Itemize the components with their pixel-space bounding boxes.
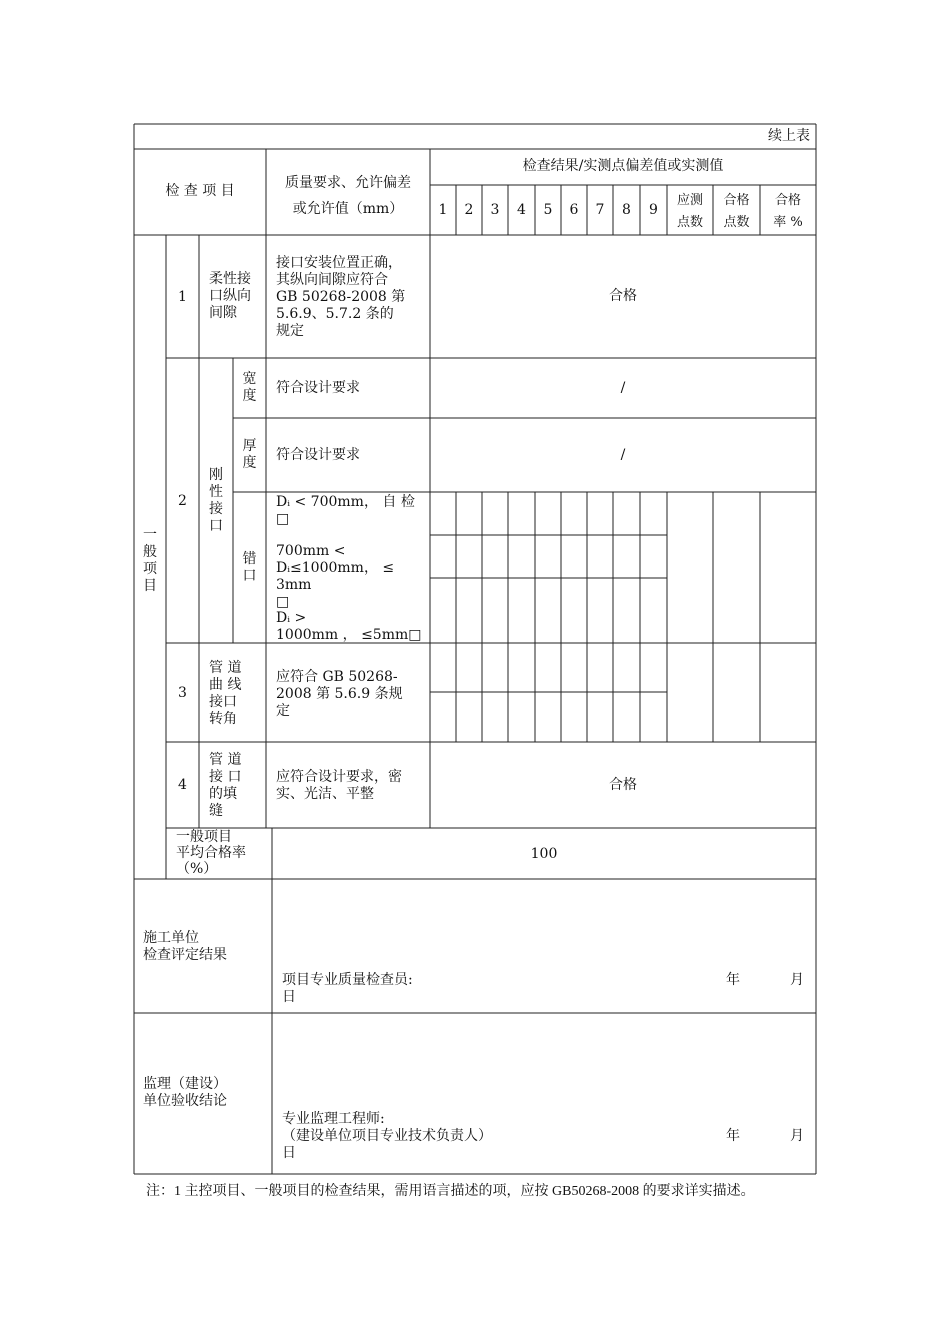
row-2-item-name: 刚 性 接 口 [209, 467, 223, 534]
row-4-number: 4 [178, 777, 187, 793]
point-col-3: 3 [490, 202, 500, 218]
row-2-sub-width-result: / [620, 380, 626, 396]
point-col-4: 4 [517, 202, 526, 218]
average-rate-value: 100 [530, 846, 558, 862]
supervision-unit-label: 监理（建设） 单位验收结论 [143, 1076, 227, 1109]
construction-inspector-label: 项目专业质量检查员: [282, 972, 413, 988]
point-col-7: 7 [595, 202, 605, 218]
continued-label: 续上表 [768, 128, 810, 144]
point-col-1: 1 [438, 202, 448, 218]
supervision-month-label: 月 [790, 1128, 804, 1144]
average-rate-label: 一般项目 平均合格率 （%） [176, 829, 246, 877]
supervision-engineer-label: 专业监理工程师: （建设单位项目专业技术负责人） [282, 1111, 492, 1144]
row-2-sub-width-requirement: 符合设计要求 [276, 380, 360, 396]
row-4-result: 合格 [609, 777, 637, 793]
header-qualified-rate: 合格 率 % [773, 193, 803, 230]
header-quality-requirement: 质量要求、允许偏差 或允许值（mm） [285, 175, 411, 217]
row-4-item-name: 管 道 接 口 的填 缝 [209, 752, 242, 819]
group-label-general-items: 一 般 项 目 [143, 527, 157, 594]
row-1-result: 合格 [609, 288, 637, 304]
row-2-sub-offset-name: 错 口 [242, 551, 257, 584]
row-1-number: 1 [178, 289, 187, 305]
point-col-5: 5 [543, 202, 553, 218]
row-2-sub-width-name: 宽 度 [242, 371, 257, 404]
construction-month-label: 月 [790, 972, 804, 988]
row-1-item-name: 柔性接 口纵向 间隙 [209, 271, 251, 321]
construction-year-label: 年 [726, 972, 740, 988]
row-2-sub-thickness-name: 厚 度 [242, 438, 257, 471]
header-qualified-points: 合格 点数 [723, 193, 750, 230]
point-col-2: 2 [464, 202, 474, 218]
row-2-sub-offset-req-3: Dᵢ > 1000mm ， ≤5mm□ [276, 610, 422, 643]
row-2-sub-offset-req-1: Dᵢ < 700mm， 自 检 □ [276, 494, 415, 527]
header-check-item: 检 查 项 目 [165, 183, 235, 199]
row-3-requirement: 应符合 GB 50268- 2008 第 5.6.9 条规 定 [276, 669, 403, 719]
construction-unit-label: 施工单位 检查评定结果 [143, 930, 227, 963]
row-3-item-name: 管 道 曲 线 接口 转角 [209, 660, 242, 727]
point-col-6: 6 [569, 202, 579, 218]
footnote: 注：1 主控项目、一般项目的检查结果，需用语言描述的项，应按 GB50268-2008 的要求详实描述。 [146, 1184, 755, 1199]
header-should-measure: 应测 点数 [676, 193, 703, 230]
row-2-sub-thickness-result: / [620, 447, 626, 463]
row-4-requirement: 应符合设计要求，密 实、光洁、平整 [276, 769, 402, 802]
supervision-year-label: 年 [726, 1128, 740, 1144]
construction-day-label: 日 [282, 989, 296, 1005]
supervision-day-label: 日 [282, 1145, 296, 1161]
row-2-sub-thickness-requirement: 符合设计要求 [276, 447, 360, 463]
row-3-number: 3 [178, 685, 187, 701]
row-1-requirement: 接口安装位置正确， 其纵向间隙应符合 GB 50268-2008 第 5.6.9、5.7.2 条的 规定 [276, 255, 406, 339]
header-result-title: 检查结果/实测点偏差值或实测值 [522, 158, 724, 174]
point-col-9: 9 [649, 202, 658, 218]
row-2-sub-offset-req-2: 700mm < Dᵢ≤1000mm， ≤ 3mm □ [276, 543, 395, 610]
row-2-number: 2 [178, 493, 187, 509]
point-col-8: 8 [622, 202, 631, 218]
